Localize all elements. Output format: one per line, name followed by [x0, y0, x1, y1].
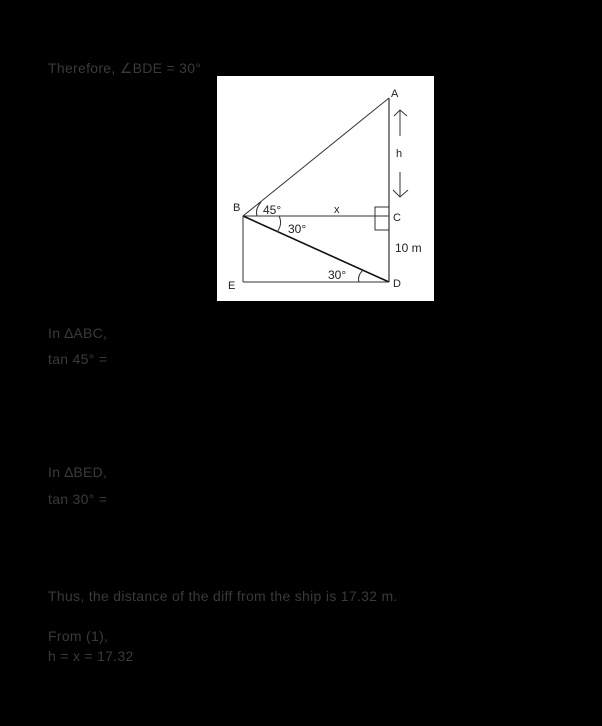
- point-a: A: [391, 88, 399, 100]
- right-angle-marker: [375, 207, 389, 230]
- from1-line: From (1),: [48, 628, 109, 644]
- point-c: C: [393, 212, 401, 224]
- label-angle-45: 45°: [263, 203, 282, 217]
- in-abc-line: In ∆ABC,: [48, 325, 108, 341]
- in-bed-line: In ∆BED,: [48, 464, 108, 480]
- arc-30-d: [359, 270, 364, 282]
- label-10m: 10 m: [395, 241, 422, 255]
- line-bd: [243, 216, 389, 282]
- label-angle-30-d: 30°: [328, 268, 347, 282]
- label-h: h: [396, 148, 403, 160]
- tan30-line: tan 30° =: [48, 491, 108, 507]
- point-e: E: [228, 280, 236, 292]
- diagram-svg: [217, 76, 434, 301]
- therefore-line: Therefore, ∠BDE = 30°: [48, 60, 202, 76]
- point-d: D: [393, 278, 401, 290]
- conclusion-line: Thus, the distance of the diff from the ship is 17.32 m.: [48, 588, 398, 604]
- point-b: B: [233, 202, 241, 214]
- label-angle-30-b: 30°: [288, 222, 307, 236]
- h-equals-line: h = x = 17.32: [48, 648, 134, 664]
- triangle-diagram: [217, 76, 434, 301]
- line-ab: [243, 98, 389, 216]
- arc-30-b: [277, 216, 281, 232]
- label-x: x: [334, 204, 340, 216]
- tan45-line: tan 45° =: [48, 351, 108, 367]
